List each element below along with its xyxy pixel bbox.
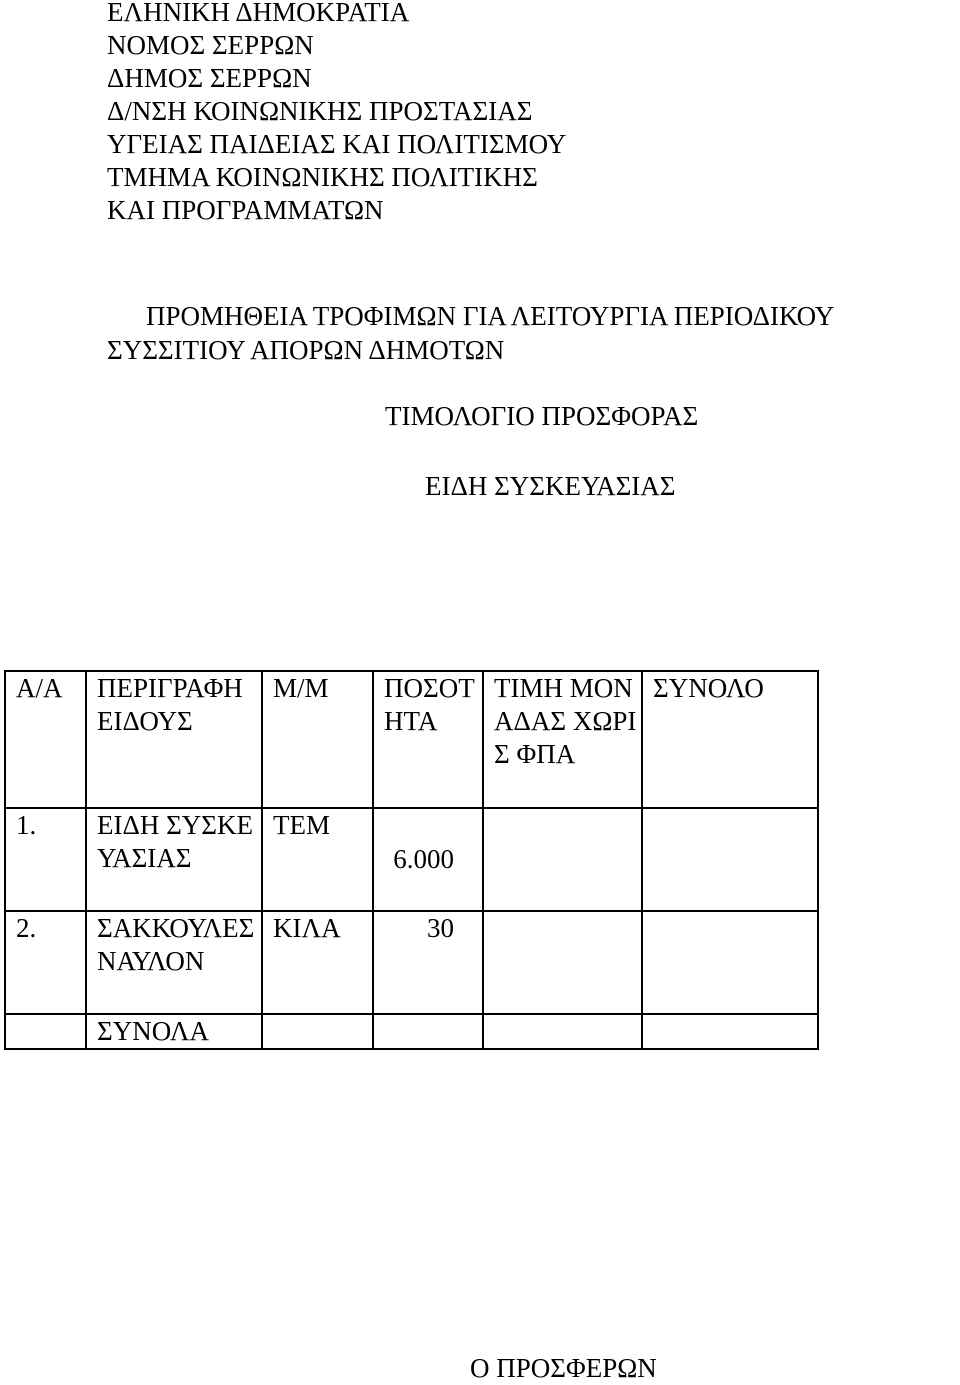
document-subtitle: ΕΙΔΗ ΣΥΣΚΕΥΑΣΙΑΣ xyxy=(425,471,676,501)
table-header-row xyxy=(5,671,818,808)
header-line-department-cont: ΚΑΙ ΠΡΟΓΡΑΜΜΑΤΩΝ xyxy=(107,195,384,225)
header-line-country: ΕΛΗΝΙΚΗ ΔΗΜΟΚΡΑΤΙΑ xyxy=(107,0,410,27)
row-1-quantity: 6.000 xyxy=(373,808,483,911)
header-aa: Α/Α xyxy=(5,671,86,808)
table-row xyxy=(5,808,818,911)
row-1-aa: 1. xyxy=(5,808,86,911)
totals-quantity xyxy=(373,1014,483,1049)
offer-table xyxy=(4,670,819,1050)
row-2-unit: ΚΙΛΑ xyxy=(262,911,373,1014)
header-total: ΣΥΝΟΛΟ xyxy=(642,671,818,808)
document-title: ΤΙΜΟΛΟΓΙΟ ΠΡΟΣΦΟΡΑΣ xyxy=(385,401,699,431)
totals-row xyxy=(5,1014,818,1049)
totals-unit xyxy=(262,1014,373,1049)
signature-label: Ο ΠΡΟΣΦΕΡΩΝ xyxy=(470,1353,657,1383)
row-2-description: ΣΑΚΚΟΥΛΕΣ ΝΑΥΛΟΝ xyxy=(86,911,262,1014)
row-1-unit-price xyxy=(483,808,642,911)
subject-line-2: ΣΥΣΣΙΤΙΟΥ ΑΠΟΡΩΝ ΔΗΜΟΤΩΝ xyxy=(107,335,505,365)
row-2-aa: 2. xyxy=(5,911,86,1014)
issuer-header xyxy=(107,0,566,227)
row-2-total xyxy=(642,911,818,1014)
table-row xyxy=(5,911,818,1014)
header-unit-price: ΤΙΜΗ ΜΟΝΑΔΑΣ ΧΩΡΙΣ ΦΠΑ xyxy=(483,671,642,808)
row-1-description: ΕΙΔΗ ΣΥΣΚΕΥΑΣΙΑΣ xyxy=(86,808,262,911)
header-line-municipality: ΔΗΜΟΣ ΣΕΡΡΩΝ xyxy=(107,63,312,93)
header-line-directorate: Δ/ΝΣΗ ΚΟΙΝΩΝΙΚΗΣ ΠΡΟΣΤΑΣΙΑΣ xyxy=(107,96,533,126)
header-description: ΠΕΡΙΓΡΑΦΗ ΕΙΔΟΥΣ xyxy=(86,671,262,808)
row-1-total xyxy=(642,808,818,911)
row-2-quantity: 30 xyxy=(373,911,483,1014)
row-1-unit: ΤΕΜ xyxy=(262,808,373,911)
totals-unit-price xyxy=(483,1014,642,1049)
header-quantity: ΠΟΣΟΤΗΤΑ xyxy=(373,671,483,808)
totals-total xyxy=(642,1014,818,1049)
header-line-department: ΤΜΗΜΑ ΚΟΙΝΩΝΙΚΗΣ ΠΟΛΙΤΙΚΗΣ xyxy=(107,162,538,192)
header-unit: Μ/Μ xyxy=(262,671,373,808)
totals-aa xyxy=(5,1014,86,1049)
totals-label: ΣΥΝΟΛΑ xyxy=(86,1014,262,1049)
subject-line-1: ΠΡΟΜΗΘΕΙΑ ΤΡΟΦΙΜΩΝ ΓΙΑ ΛΕΙΤΟΥΡΓΙΑ ΠΕΡΙΟΔΙΚΟΥ xyxy=(146,301,835,331)
header-line-prefecture: ΝΟΜΟΣ ΣΕΡΡΩΝ xyxy=(107,30,314,60)
row-2-unit-price xyxy=(483,911,642,1014)
header-line-directorate-cont: ΥΓΕΙΑΣ ΠΑΙΔΕΙΑΣ ΚΑΙ ΠΟΛΙΤΙΣΜΟΥ xyxy=(107,129,567,159)
